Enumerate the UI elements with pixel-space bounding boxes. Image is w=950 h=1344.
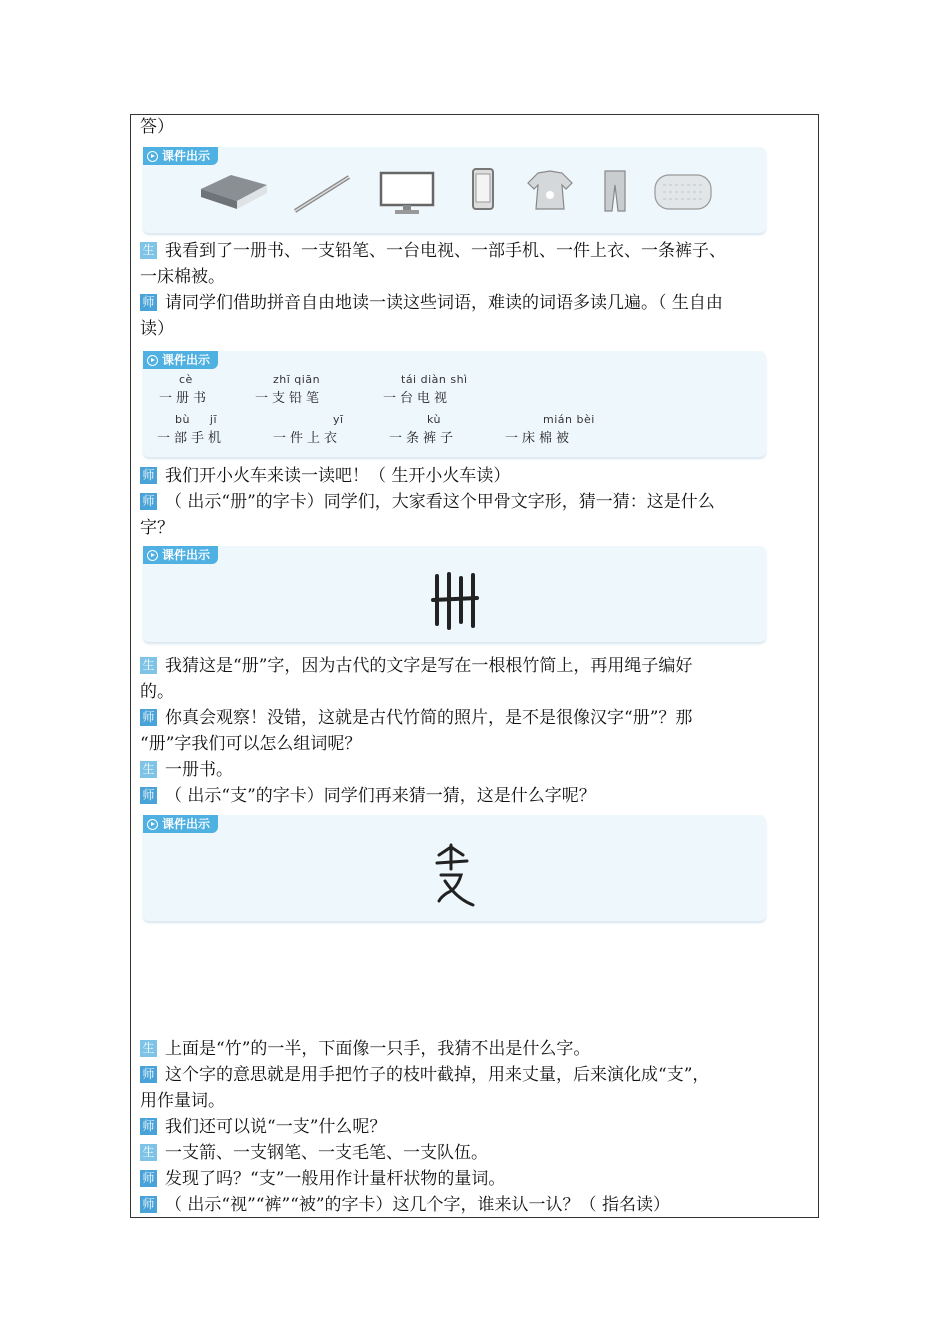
play-icon bbox=[147, 819, 158, 830]
courseware-panel-pinyin bbox=[143, 351, 766, 457]
teacher-tag: 师 bbox=[140, 1118, 157, 1135]
text-line: 答） bbox=[140, 117, 174, 137]
book-icon bbox=[201, 175, 267, 209]
courseware-panel-zhi bbox=[143, 815, 766, 921]
teacher-tag: 师 bbox=[140, 467, 157, 484]
pinyin-word: tái diàn shì 一台电视 bbox=[383, 373, 468, 406]
text-line: “册”字我们可以怎么组词呢？ bbox=[140, 734, 362, 754]
teacher-tag: 师 bbox=[140, 1170, 157, 1187]
pinyin-word: bù jī 一部手机 bbox=[157, 413, 226, 446]
courseware-panel-items bbox=[143, 147, 766, 233]
dialogue-line: 师 你真会观察！没错，这就是古代竹简的照片，是不是很像汉字“册”？那 bbox=[140, 705, 692, 731]
student-tag: 生 bbox=[140, 657, 157, 674]
student-tag: 生 bbox=[140, 1040, 157, 1057]
teacher-tag: 师 bbox=[140, 294, 157, 311]
pencil-icon bbox=[295, 177, 349, 211]
pants-icon bbox=[605, 171, 625, 211]
student-tag: 生 bbox=[140, 242, 157, 259]
dialogue-line: 师 我们还可以说“一支”什么呢？ bbox=[140, 1114, 386, 1140]
courseware-badge: 课件出示 bbox=[143, 546, 218, 564]
dialogue-line: 生 一支箭、一支钢笔、一支毛笔、一支队伍。 bbox=[140, 1140, 488, 1166]
courseware-badge: 课件出示 bbox=[143, 351, 218, 369]
text-line: 字？ bbox=[140, 518, 174, 538]
pinyin-word: cè 一册书 bbox=[159, 373, 211, 406]
shirt-icon bbox=[528, 171, 572, 209]
teacher-tag: 师 bbox=[140, 1066, 157, 1083]
teacher-tag: 师 bbox=[140, 493, 157, 510]
text-line: 读） bbox=[140, 319, 174, 339]
teacher-tag: 师 bbox=[140, 1196, 157, 1213]
courseware-panel-ce bbox=[143, 546, 766, 642]
dialogue-line: 生 我猜这是“册”字，因为古代的文字是写在一根根竹简上，再用绳子编好 bbox=[140, 653, 692, 679]
dialogue-line: 师 这个字的意思就是用手把竹子的枝叶截掉，用来丈量，后来演化成“支”， bbox=[140, 1062, 709, 1088]
play-icon bbox=[147, 355, 158, 366]
dialogue-line: 师 发现了吗？“支”一般用作计量杆状物的量词。 bbox=[140, 1166, 505, 1192]
oracle-ce-glyph bbox=[431, 572, 479, 630]
pinyin-word: mián bèi 一床棉被 bbox=[505, 413, 595, 446]
dialogue-line: 生 我看到了一册书、一支铅笔、一台电视、一部手机、一件上衣、一条裤子、 bbox=[140, 238, 726, 264]
teacher-tag: 师 bbox=[140, 709, 157, 726]
student-tag: 生 bbox=[140, 761, 157, 778]
text-line: 用作量词。 bbox=[140, 1091, 225, 1111]
dialogue-line: 生 一册书。 bbox=[140, 757, 233, 783]
dialogue-line: 师 （ 出示“支”的字卡）同学们再来猜一猜，这是什么字呢？ bbox=[140, 783, 596, 809]
student-tag: 生 bbox=[140, 1144, 157, 1161]
courseware-badge: 课件出示 bbox=[143, 147, 218, 165]
dialogue-line: 生 上面是“竹”的一半，下面像一只手，我猜不出是什么字。 bbox=[140, 1036, 590, 1062]
dialogue-line: 师 我们开小火车来读一读吧！（ 生开小火车读） bbox=[140, 463, 510, 489]
dialogue-line: 师 （ 出示“册”的字卡）同学们，大家看这个甲骨文字形，猜一猜：这是什么 bbox=[140, 489, 715, 515]
dialogue-line: 师 （ 出示“视”“裤”“被”的字卡）这几个字，谁来认一认？（ 指名读） bbox=[140, 1192, 670, 1218]
play-icon bbox=[147, 550, 158, 561]
dialogue-line: 师 请同学们借助拼音自由地读一读这些词语，难读的词语多读几遍。（ 生自由 bbox=[140, 290, 723, 316]
tv-icon bbox=[381, 173, 433, 214]
text-line: 一床棉被。 bbox=[140, 267, 225, 287]
teacher-tag: 师 bbox=[140, 787, 157, 804]
item-pictures bbox=[143, 147, 766, 233]
oracle-zhi-glyph bbox=[433, 841, 477, 911]
quilt-icon bbox=[655, 175, 711, 209]
pinyin-word: yī 一件上衣 bbox=[273, 413, 344, 446]
pinyin-word: zhī qiān 一支铅笔 bbox=[255, 373, 324, 406]
pinyin-word: kù 一条裤子 bbox=[389, 413, 458, 446]
text-line: 的。 bbox=[140, 682, 174, 702]
courseware-badge: 课件出示 bbox=[143, 815, 218, 833]
phone-icon bbox=[473, 169, 493, 209]
